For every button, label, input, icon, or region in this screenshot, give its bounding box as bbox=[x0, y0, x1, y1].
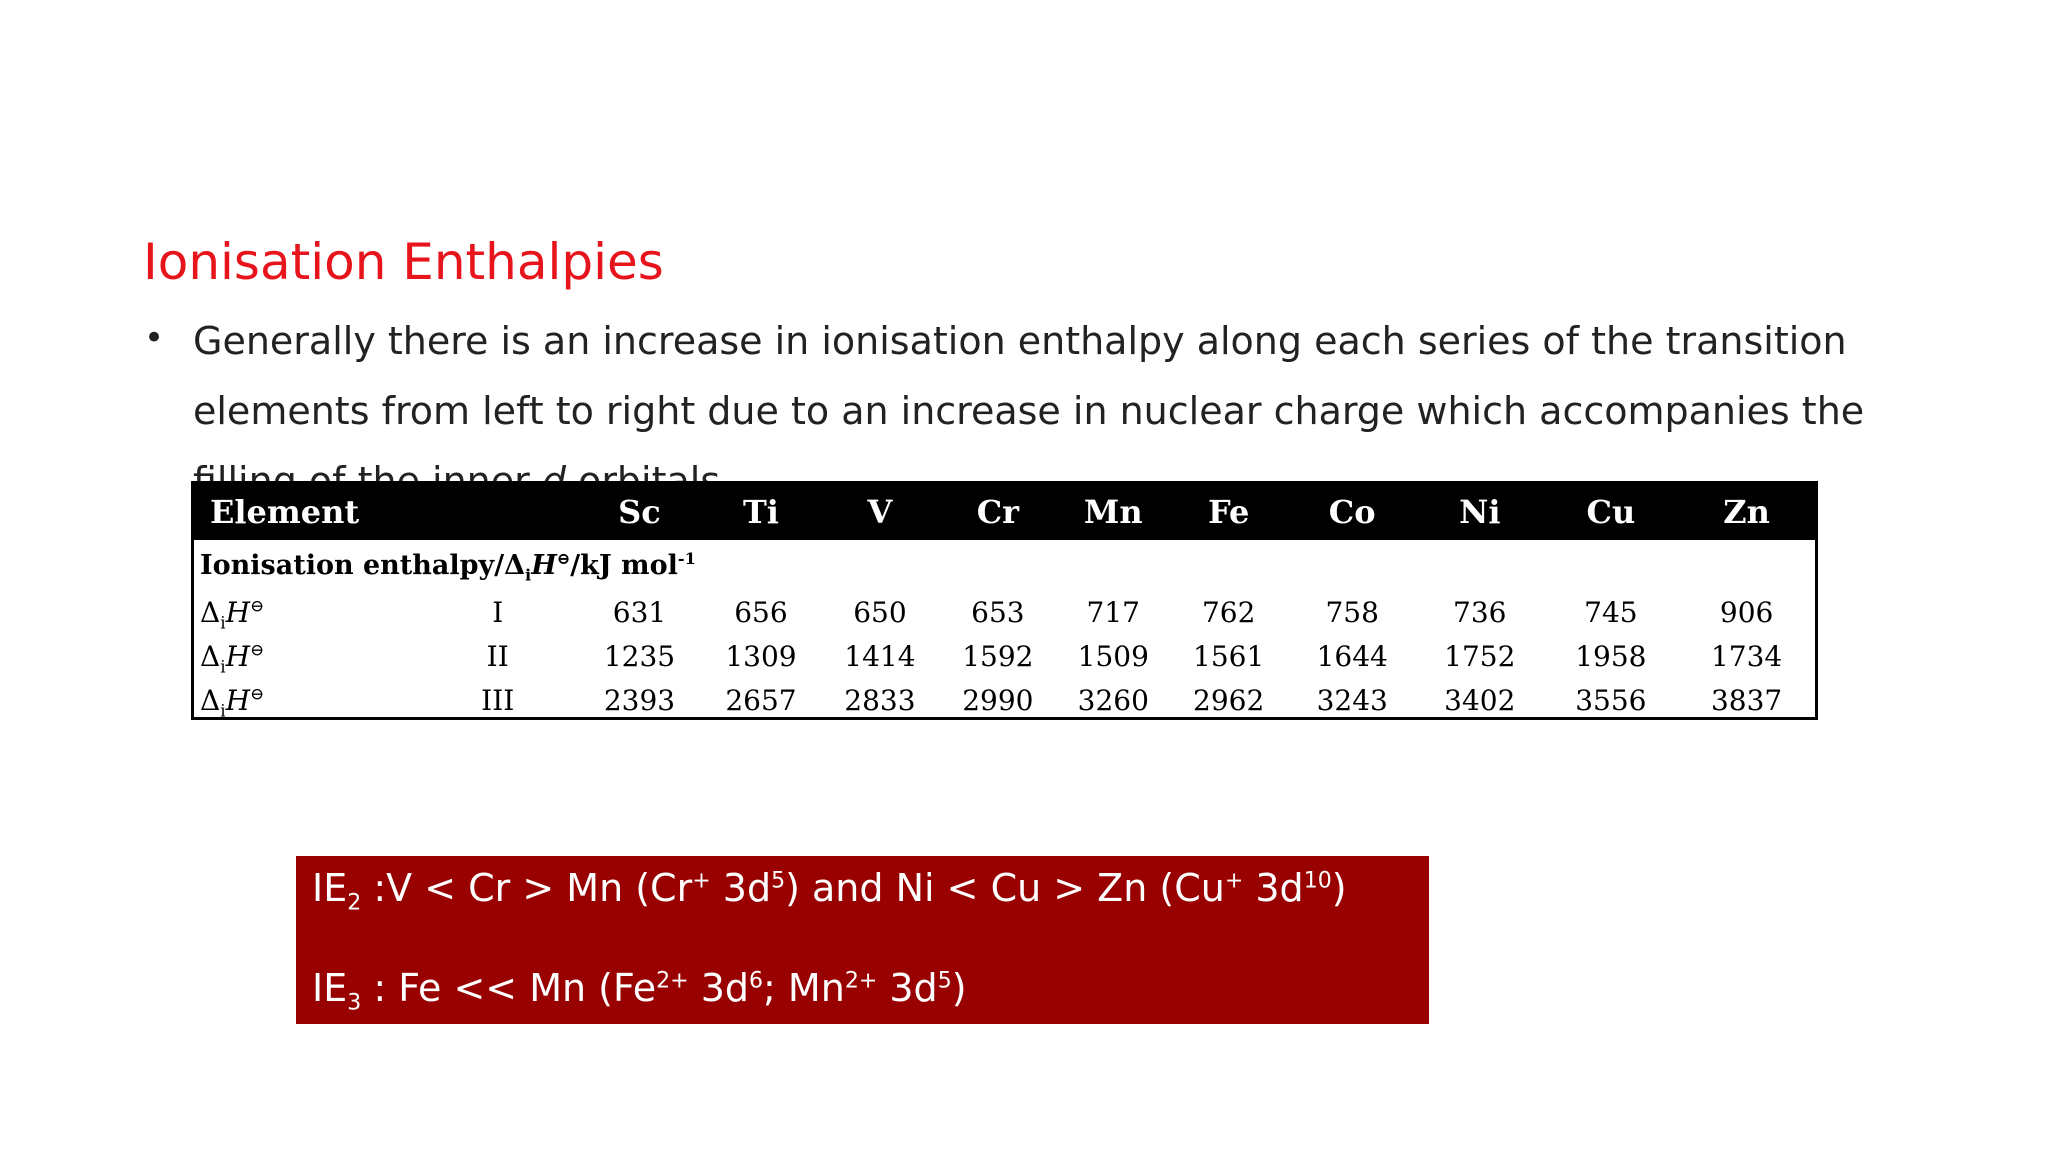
row-symbol-sub: i bbox=[220, 656, 226, 677]
header-element: Element bbox=[194, 484, 579, 540]
row-symbol-sup: ⊖ bbox=[250, 683, 265, 704]
row-symbol-sub: i bbox=[220, 700, 226, 721]
subheader-sup: ⊖ bbox=[556, 548, 571, 568]
callout-sup: 2+ bbox=[656, 968, 689, 994]
table-cell: 717 bbox=[1086, 595, 1140, 629]
subheader-delta: Δ bbox=[504, 549, 526, 581]
table-cell: 2833 bbox=[844, 683, 916, 717]
table-cell: 3243 bbox=[1316, 683, 1388, 717]
table-cell: 650 bbox=[853, 595, 907, 629]
table-cell: 1592 bbox=[962, 639, 1034, 673]
row-symbol-sup: ⊖ bbox=[250, 639, 265, 660]
row-symbol-h: H bbox=[225, 595, 251, 629]
bullet-text bbox=[193, 306, 1893, 474]
callout-text: 3d bbox=[688, 966, 750, 1010]
callout-line-ie2 bbox=[312, 866, 1347, 916]
header-element-symbol: Cu bbox=[1544, 484, 1679, 540]
table-cell: 1235 bbox=[603, 639, 676, 673]
callout-sup: 10 bbox=[1303, 868, 1332, 894]
callout-text: 3d bbox=[1243, 866, 1304, 910]
row-symbol-delta: Δ bbox=[200, 683, 221, 717]
row-symbol-h: H bbox=[225, 639, 251, 673]
subheader-units-sup: -1 bbox=[677, 548, 696, 568]
table-row bbox=[194, 590, 1815, 634]
callout-text: IE bbox=[312, 966, 348, 1010]
table-cell: 1644 bbox=[1316, 639, 1388, 673]
subheader-sub: i bbox=[525, 564, 532, 584]
callout-text: IE bbox=[312, 866, 348, 910]
callout-text: 3d bbox=[877, 966, 938, 1010]
header-element-symbol: Cr bbox=[938, 484, 1057, 540]
callout-line-ie3 bbox=[312, 966, 967, 1016]
table-subheader bbox=[194, 540, 1815, 590]
table-cell: 1734 bbox=[1710, 639, 1783, 673]
table-row bbox=[194, 634, 1815, 678]
table-cell: 736 bbox=[1453, 595, 1507, 629]
callout-text: : Fe << Mn (Fe bbox=[361, 966, 657, 1010]
callout-text: ) bbox=[951, 966, 967, 1010]
table-cell: 1309 bbox=[725, 639, 797, 673]
header-element-symbol: Ni bbox=[1416, 484, 1544, 540]
table-header-row bbox=[194, 484, 1815, 540]
callout-sup: 6 bbox=[749, 968, 764, 994]
header-element-symbol: Sc bbox=[579, 484, 700, 540]
table-cell: 745 bbox=[1584, 595, 1638, 629]
row-symbol-h: H bbox=[225, 683, 251, 717]
ionisation-enthalpy-table bbox=[191, 481, 1818, 720]
table-cell: 653 bbox=[971, 595, 1025, 629]
ie-table bbox=[194, 484, 1815, 722]
slide-title: Ionisation Enthalpies bbox=[143, 233, 664, 291]
table-cell: 758 bbox=[1325, 595, 1379, 629]
row-symbol bbox=[194, 678, 417, 722]
callout-sup: 2+ bbox=[844, 968, 878, 994]
header-element-symbol: Zn bbox=[1678, 484, 1815, 540]
header-element-symbol: Mn bbox=[1058, 484, 1169, 540]
row-order: I bbox=[492, 595, 504, 629]
table-cell: 1752 bbox=[1444, 639, 1516, 673]
ie-trend-callout bbox=[296, 856, 1429, 1024]
callout-sup: + bbox=[692, 868, 711, 894]
header-element-symbol: Ti bbox=[700, 484, 821, 540]
table-cell: 3402 bbox=[1444, 683, 1516, 717]
table-cell: 3556 bbox=[1575, 683, 1647, 717]
row-symbol-sup: ⊖ bbox=[250, 595, 265, 616]
table-cell: 631 bbox=[612, 595, 667, 629]
callout-sup: 5 bbox=[771, 868, 786, 894]
callout-sub: 2 bbox=[347, 890, 362, 916]
table-cell: 1509 bbox=[1077, 639, 1149, 673]
row-symbol-delta: Δ bbox=[200, 595, 221, 629]
callout-sub: 3 bbox=[347, 990, 362, 1016]
row-symbol-sub: i bbox=[220, 612, 226, 633]
table-cell: 762 bbox=[1201, 595, 1256, 629]
table-row bbox=[194, 678, 1815, 722]
subheader-h: H bbox=[531, 549, 557, 581]
table-cell: 1958 bbox=[1575, 639, 1647, 673]
subheader-units: /kJ mol bbox=[570, 549, 678, 581]
table-cell: 2962 bbox=[1193, 683, 1265, 717]
callout-sup: + bbox=[1224, 868, 1244, 894]
table-cell: 3260 bbox=[1077, 683, 1149, 717]
callout-text: ) and Ni < Cu > Zn (Cu bbox=[785, 866, 1225, 910]
bullet-dot-icon: • bbox=[144, 318, 165, 358]
row-symbol-delta: Δ bbox=[200, 639, 221, 673]
table-cell: 1414 bbox=[844, 639, 916, 673]
table-cell: 1561 bbox=[1193, 639, 1265, 673]
table-cell: 2990 bbox=[962, 683, 1034, 717]
callout-text: 3d bbox=[710, 866, 772, 910]
table-cell: 3837 bbox=[1710, 683, 1783, 717]
row-order: III bbox=[481, 683, 515, 717]
bullet-text-part: Generally there is an increase in ionisation enthalpy along each series of the transition elements from left to right due to an increase in nuclear charge which accompanies the bbox=[193, 319, 1865, 433]
row-symbol bbox=[194, 634, 417, 678]
header-element-symbol: Fe bbox=[1169, 484, 1288, 540]
row-symbol bbox=[194, 590, 417, 634]
header-element-symbol: Co bbox=[1288, 484, 1416, 540]
header-element-symbol: V bbox=[822, 484, 938, 540]
table-cell: 906 bbox=[1719, 595, 1774, 629]
callout-text: ; Mn bbox=[763, 966, 845, 1010]
table-cell: 2657 bbox=[725, 683, 797, 717]
callout-sup: 5 bbox=[937, 968, 952, 994]
table-cell: 656 bbox=[734, 595, 788, 629]
callout-text: ) bbox=[1331, 866, 1347, 910]
table-subheader-row bbox=[194, 540, 1815, 590]
table-cell: 2393 bbox=[603, 683, 676, 717]
subheader-text: Ionisation enthalpy/ bbox=[200, 549, 505, 581]
callout-text: :V < Cr > Mn (Cr bbox=[361, 866, 693, 910]
row-order: II bbox=[486, 639, 509, 673]
